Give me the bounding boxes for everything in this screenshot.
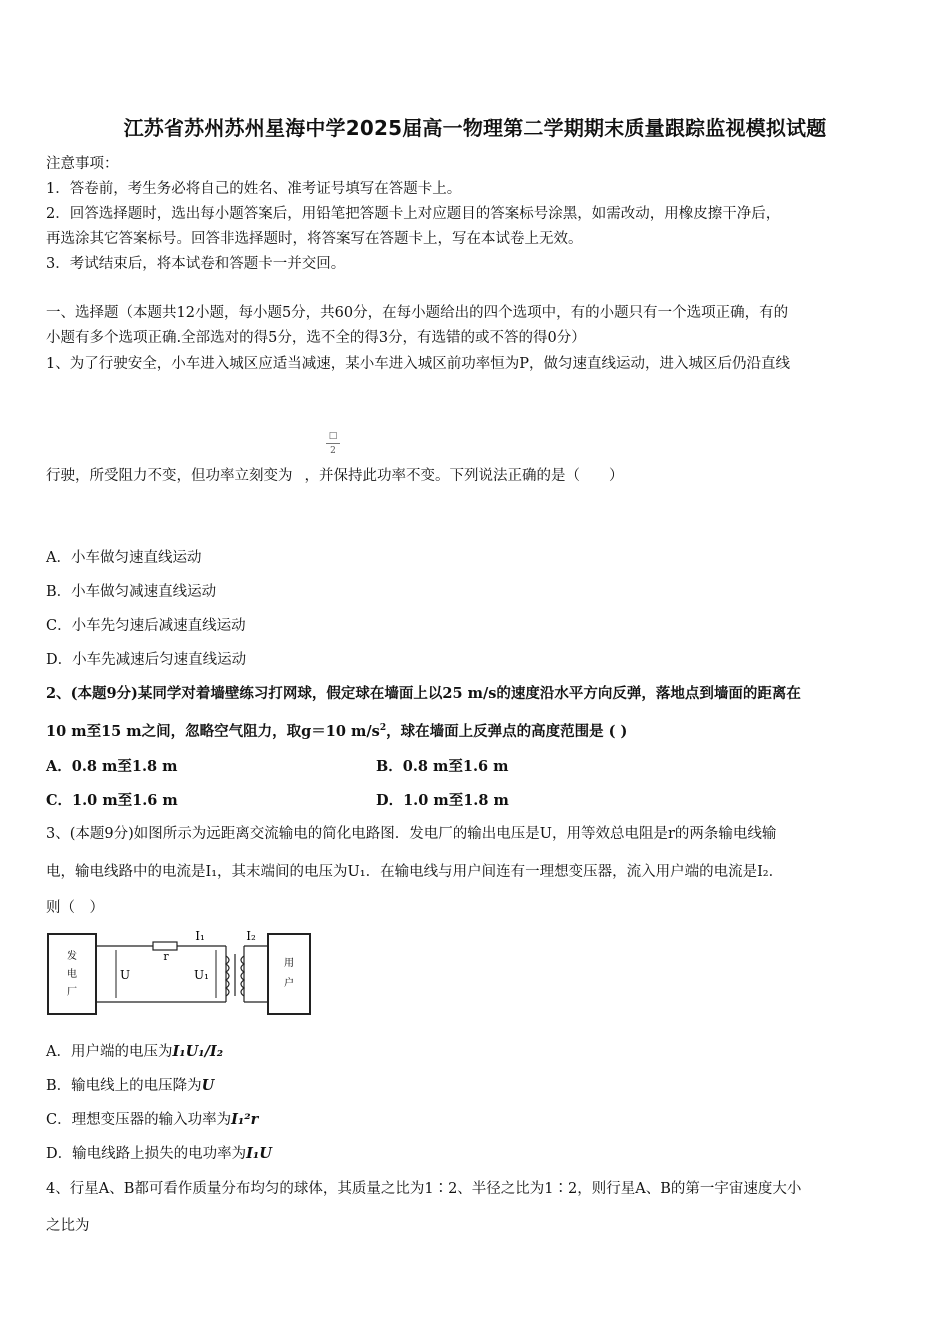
q2-stem-line2-a: 10 m至15 m之间，忽略空气阻力，取g＝10 m/s <box>46 723 380 740</box>
resistor-label: r <box>163 950 169 963</box>
q3-option-d-text: D．输电线路上损失的电功率为 <box>46 1146 247 1162</box>
q3-option-c-formula: I₁²r <box>231 1111 259 1128</box>
q2-option-c: C．1.0 m至1.6 m <box>46 792 178 809</box>
q3-option-a-formula: I₁U₁/I₂ <box>172 1043 224 1060</box>
q1-fraction-p-over-2 <box>326 430 340 457</box>
page-title: 江苏省苏州苏州星海中学2025届高一物理第二学期期末质量跟踪监视模拟试题 <box>123 116 827 140</box>
voltage-u-label: U <box>120 968 131 982</box>
notice-heading: 注意事项： <box>46 156 119 172</box>
plant-label-2: 电 <box>67 969 77 980</box>
notice-item-1: 1．答卷前，考生务必将自己的姓名、准考证号填写在答题卡上。 <box>46 181 462 197</box>
q1-fraction-denominator: 2 <box>330 446 336 456</box>
q3-stem-line3: 则（ ） <box>46 900 104 916</box>
q3-circuit-diagram <box>46 928 316 1020</box>
q1-stem-line2-b: ，并保持此功率不变。下列说法正确的是（ ） <box>304 468 624 484</box>
q3-option-b <box>46 1074 214 1095</box>
q1-stem-line2 <box>46 464 624 485</box>
user-label-2: 户 <box>284 978 294 989</box>
q1-option-d: D．小车先减速后匀速直线运动 <box>46 652 247 668</box>
q2-stem-line2 <box>46 720 627 741</box>
q1-option-c: C．小车先匀速后减速直线运动 <box>46 618 246 634</box>
q3-option-d <box>46 1142 272 1163</box>
q3-option-a-text: A．用户端的电压为 <box>46 1044 173 1060</box>
plant-label-3: 厂 <box>67 987 77 998</box>
q3-option-b-formula: U <box>201 1077 215 1094</box>
q4-stem-line1: 4、行星A、B都可看作质量分布均匀的球体，其质量之比为1∶2、半径之比为1∶2，则行星A、B的第一宇宙速度大小 <box>46 1181 802 1197</box>
q2-option-b: B．0.8 m至1.6 m <box>376 758 509 775</box>
q2-stem-line1: 2、(本题9分)某同学对着墙壁练习打网球，假定球在墙面上以25 m/s的速度沿水平方向反弹，落地点到墙面的距离在 <box>46 685 801 702</box>
section-instructions-1: 一、选择题（本题共12小题，每小题5分，共60分，在每小题给出的四个选项中，有的小题只有一个选项正确，有的 <box>46 305 789 321</box>
q2-option-a: A．0.8 m至1.8 m <box>46 758 178 775</box>
q2-stem-line2-b: ，球在墙面上反弹点的高度范围是 ( ) <box>386 723 628 740</box>
q3-stem-line2: 电，输电线路中的电流是I₁，其末端间的电压为U₁．在输电线与用户间连有一理想变压器，流入用户端的电流是I₂． <box>46 864 784 880</box>
q2-option-d: D．1.0 m至1.8 m <box>376 792 509 809</box>
user-box <box>268 934 310 1014</box>
q3-option-b-text: B．输电线上的电压降为 <box>46 1078 202 1094</box>
q1-fraction-bar <box>326 443 340 444</box>
voltage-u1-label: U₁ <box>194 968 209 982</box>
q3-stem-line1: 3、(本题9分)如图所示为远距离交流输电的简化电路图．发电厂的输出电压是U，用等效总电阻是r的两条输电线输 <box>46 826 777 842</box>
notice-item-2: 2．回答选择题时，选出每小题答案后，用铅笔把答题卡上对应题目的答案标号涂黑，如需改动，用橡皮擦干净后， <box>46 206 781 222</box>
user-label-1: 用 <box>284 958 294 969</box>
section-instructions-2: 小题有多个选项正确.全部选对的得5分，选不全的得3分，有选错的或不答的得0分） <box>46 330 586 346</box>
q3-option-c <box>46 1108 258 1129</box>
q1-fraction-numerator: □ <box>328 431 338 441</box>
q3-option-a <box>46 1040 223 1061</box>
q2-exponent: 2 <box>379 723 387 734</box>
current-i2-label: I₂ <box>246 929 256 943</box>
q4-stem-line2: 之比为 <box>46 1218 90 1234</box>
q3-option-d-formula: I₁U <box>246 1145 272 1162</box>
q1-stem-line2-a: 行驶，所受阻力不变，但功率立刻变为 <box>46 468 293 484</box>
notice-item-2-cont: 再选涂其它答案标号。回答非选择题时，将答案写在答题卡上，写在本试卷上无效。 <box>46 231 583 247</box>
q1-option-b: B．小车做匀减速直线运动 <box>46 584 217 600</box>
q1-stem-line1: 1、为了行驶安全，小车进入城区应适当减速，某小车进入城区前功率恒为P，做匀速直线运动，进入城区后仍沿直线 <box>46 356 790 372</box>
resistor-r <box>153 942 177 950</box>
plant-label-1: 发 <box>67 951 77 962</box>
notice-item-3: 3．考试结束后，将本试卷和答题卡一并交回。 <box>46 256 346 272</box>
current-i1-label: I₁ <box>195 929 205 943</box>
q1-option-a: A．小车做匀速直线运动 <box>46 550 202 566</box>
q3-option-c-text: C．理想变压器的输入功率为 <box>46 1112 232 1128</box>
